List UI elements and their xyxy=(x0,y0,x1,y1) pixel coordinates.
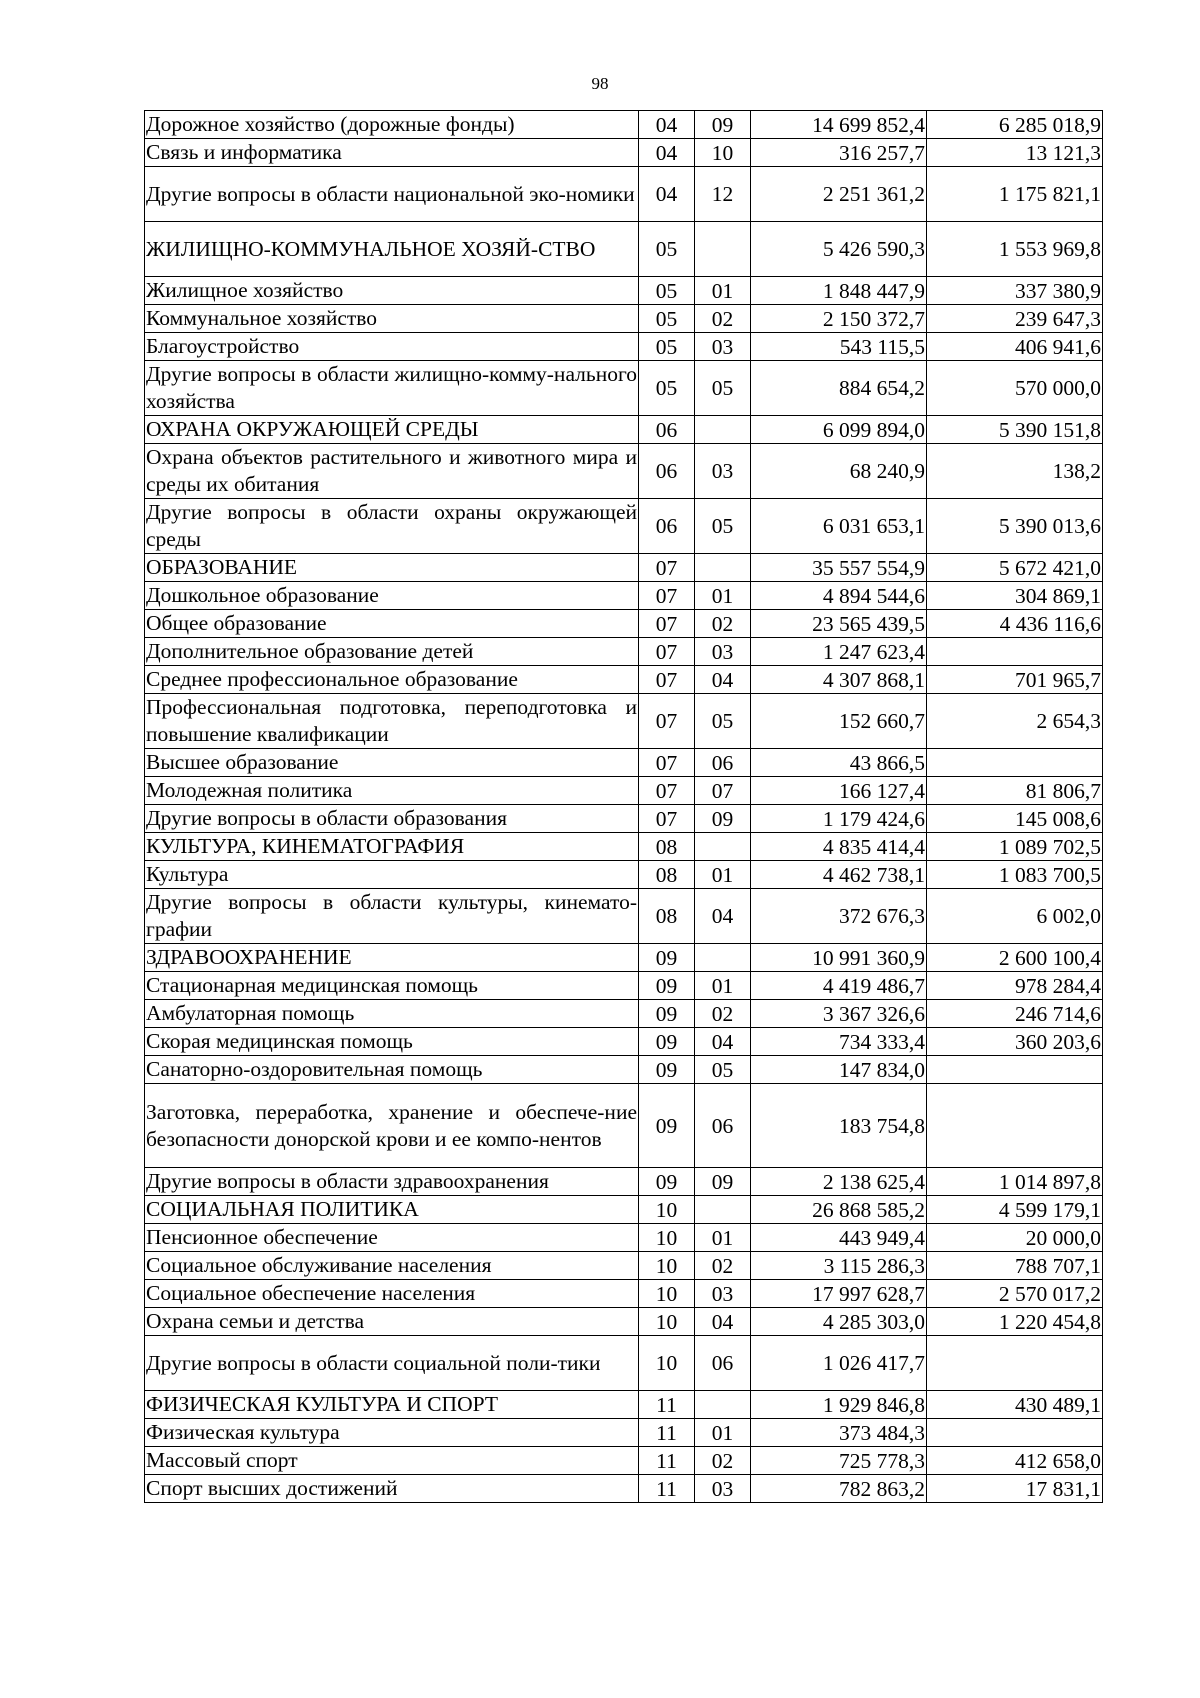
subsection-code-cell: 02 xyxy=(695,1252,751,1280)
amount-secondary-cell: 239 647,3 xyxy=(927,305,1103,333)
table-row xyxy=(145,333,1103,361)
amount-secondary-cell: 978 284,4 xyxy=(927,972,1103,1000)
expense-name-cell: Другие вопросы в области охраны окружающей среды xyxy=(145,499,639,554)
table-row xyxy=(145,1028,1103,1056)
expense-name-cell: Другие вопросы в области здравоохранения xyxy=(145,1168,639,1196)
subsection-code-cell: 04 xyxy=(695,1028,751,1056)
amount-secondary-cell: 5 672 421,0 xyxy=(927,554,1103,582)
subsection-code-cell xyxy=(695,222,751,277)
subsection-code-cell: 01 xyxy=(695,861,751,889)
amount-total-cell: 26 868 585,2 xyxy=(751,1196,927,1224)
expense-name-cell: Высшее образование xyxy=(145,749,639,777)
subsection-code-cell: 06 xyxy=(695,1336,751,1391)
section-code-cell: 09 xyxy=(639,1000,695,1028)
expense-name-cell: Социальное обслуживание населения xyxy=(145,1252,639,1280)
amount-total-cell: 1 247 623,4 xyxy=(751,638,927,666)
subsection-code-cell xyxy=(695,833,751,861)
amount-total-cell: 734 333,4 xyxy=(751,1028,927,1056)
amount-secondary-cell: 138,2 xyxy=(927,444,1103,499)
amount-secondary-cell: 570 000,0 xyxy=(927,361,1103,416)
expense-name-cell: Связь и информатика xyxy=(145,139,639,167)
section-code-cell: 10 xyxy=(639,1308,695,1336)
amount-total-cell: 4 462 738,1 xyxy=(751,861,927,889)
section-code-cell: 09 xyxy=(639,1056,695,1084)
amount-secondary-cell xyxy=(927,1336,1103,1391)
amount-secondary-cell: 20 000,0 xyxy=(927,1224,1103,1252)
subsection-code-cell: 04 xyxy=(695,666,751,694)
amount-total-cell: 4 285 303,0 xyxy=(751,1308,927,1336)
section-code-cell: 07 xyxy=(639,638,695,666)
section-code-cell: 05 xyxy=(639,333,695,361)
subsection-code-cell: 02 xyxy=(695,1447,751,1475)
amount-secondary-cell: 430 489,1 xyxy=(927,1391,1103,1419)
section-code-cell: 09 xyxy=(639,972,695,1000)
expense-name-cell: Массовый спорт xyxy=(145,1447,639,1475)
expense-name-cell: Другие вопросы в области национальной эко-номики xyxy=(145,167,639,222)
subsection-code-cell: 07 xyxy=(695,777,751,805)
section-code-cell: 07 xyxy=(639,694,695,749)
subsection-code-cell: 01 xyxy=(695,1224,751,1252)
section-code-cell: 07 xyxy=(639,582,695,610)
section-code-cell: 04 xyxy=(639,111,695,139)
budget-table-body xyxy=(145,111,1103,1503)
table-row xyxy=(145,1280,1103,1308)
expense-name-cell: Охрана семьи и детства xyxy=(145,1308,639,1336)
section-code-cell: 09 xyxy=(639,1168,695,1196)
section-code-cell: 10 xyxy=(639,1336,695,1391)
table-row xyxy=(145,861,1103,889)
table-row xyxy=(145,1475,1103,1503)
section-code-cell: 06 xyxy=(639,416,695,444)
section-code-cell: 05 xyxy=(639,277,695,305)
amount-total-cell: 1 848 447,9 xyxy=(751,277,927,305)
section-code-cell: 07 xyxy=(639,777,695,805)
amount-total-cell: 6 099 894,0 xyxy=(751,416,927,444)
section-code-cell: 05 xyxy=(639,222,695,277)
amount-secondary-cell: 2 570 017,2 xyxy=(927,1280,1103,1308)
amount-total-cell: 1 929 846,8 xyxy=(751,1391,927,1419)
amount-total-cell: 3 115 286,3 xyxy=(751,1252,927,1280)
amount-total-cell: 725 778,3 xyxy=(751,1447,927,1475)
subsection-code-cell: 05 xyxy=(695,361,751,416)
expense-name-cell: Коммунальное хозяйство xyxy=(145,305,639,333)
amount-total-cell: 4 835 414,4 xyxy=(751,833,927,861)
amount-secondary-cell: 1 175 821,1 xyxy=(927,167,1103,222)
table-row xyxy=(145,1224,1103,1252)
amount-secondary-cell: 337 380,9 xyxy=(927,277,1103,305)
table-row xyxy=(145,889,1103,944)
amount-secondary-cell xyxy=(927,749,1103,777)
table-row xyxy=(145,666,1103,694)
section-code-cell: 11 xyxy=(639,1419,695,1447)
table-row xyxy=(145,1000,1103,1028)
section-code-cell: 08 xyxy=(639,833,695,861)
section-code-cell: 10 xyxy=(639,1280,695,1308)
amount-secondary-cell xyxy=(927,1056,1103,1084)
amount-secondary-cell: 13 121,3 xyxy=(927,139,1103,167)
amount-total-cell: 2 138 625,4 xyxy=(751,1168,927,1196)
amount-total-cell: 782 863,2 xyxy=(751,1475,927,1503)
subsection-code-cell: 03 xyxy=(695,1280,751,1308)
amount-secondary-cell xyxy=(927,1419,1103,1447)
expense-name-cell: Благоустройство xyxy=(145,333,639,361)
subsection-code-cell: 12 xyxy=(695,167,751,222)
expense-name-cell: ЗДРАВООХРАНЕНИЕ xyxy=(145,944,639,972)
amount-secondary-cell: 412 658,0 xyxy=(927,1447,1103,1475)
expense-name-cell: Культура xyxy=(145,861,639,889)
subsection-code-cell: 01 xyxy=(695,277,751,305)
subsection-code-cell xyxy=(695,1196,751,1224)
section-code-cell: 08 xyxy=(639,861,695,889)
expense-name-cell: Молодежная политика xyxy=(145,777,639,805)
amount-total-cell: 373 484,3 xyxy=(751,1419,927,1447)
table-row xyxy=(145,1419,1103,1447)
amount-total-cell: 372 676,3 xyxy=(751,889,927,944)
amount-secondary-cell: 2 654,3 xyxy=(927,694,1103,749)
amount-secondary-cell: 4 436 116,6 xyxy=(927,610,1103,638)
section-code-cell: 10 xyxy=(639,1196,695,1224)
amount-total-cell: 2 251 361,2 xyxy=(751,167,927,222)
table-row xyxy=(145,499,1103,554)
section-code-cell: 07 xyxy=(639,666,695,694)
table-row xyxy=(145,1168,1103,1196)
amount-total-cell: 17 997 628,7 xyxy=(751,1280,927,1308)
expense-name-cell: Среднее профессиональное образование xyxy=(145,666,639,694)
section-code-cell: 09 xyxy=(639,944,695,972)
expense-name-cell: Спорт высших достижений xyxy=(145,1475,639,1503)
subsection-code-cell: 05 xyxy=(695,694,751,749)
amount-total-cell: 3 367 326,6 xyxy=(751,1000,927,1028)
expense-name-cell: Жилищное хозяйство xyxy=(145,277,639,305)
amount-secondary-cell: 2 600 100,4 xyxy=(927,944,1103,972)
subsection-code-cell: 02 xyxy=(695,610,751,638)
amount-total-cell: 316 257,7 xyxy=(751,139,927,167)
table-row xyxy=(145,777,1103,805)
section-code-cell: 07 xyxy=(639,554,695,582)
table-row xyxy=(145,1391,1103,1419)
table-row xyxy=(145,1447,1103,1475)
amount-secondary-cell: 1 083 700,5 xyxy=(927,861,1103,889)
table-row xyxy=(145,111,1103,139)
expense-name-cell: ОБРАЗОВАНИЕ xyxy=(145,554,639,582)
expense-name-cell: Амбулаторная помощь xyxy=(145,1000,639,1028)
table-row xyxy=(145,416,1103,444)
table-row xyxy=(145,1196,1103,1224)
subsection-code-cell: 03 xyxy=(695,638,751,666)
section-code-cell: 08 xyxy=(639,889,695,944)
amount-secondary-cell: 5 390 151,8 xyxy=(927,416,1103,444)
amount-total-cell: 152 660,7 xyxy=(751,694,927,749)
section-code-cell: 11 xyxy=(639,1475,695,1503)
expense-name-cell: ОХРАНА ОКРУЖАЮЩЕЙ СРЕДЫ xyxy=(145,416,639,444)
amount-secondary-cell: 304 869,1 xyxy=(927,582,1103,610)
subsection-code-cell xyxy=(695,944,751,972)
amount-secondary-cell xyxy=(927,638,1103,666)
table-row xyxy=(145,554,1103,582)
amount-secondary-cell: 1 014 897,8 xyxy=(927,1168,1103,1196)
table-row xyxy=(145,694,1103,749)
subsection-code-cell: 02 xyxy=(695,1000,751,1028)
expense-name-cell: Другие вопросы в области образования xyxy=(145,805,639,833)
amount-secondary-cell: 6 002,0 xyxy=(927,889,1103,944)
table-row xyxy=(145,277,1103,305)
amount-secondary-cell: 406 941,6 xyxy=(927,333,1103,361)
expense-name-cell: КУЛЬТУРА, КИНЕМАТОГРАФИЯ xyxy=(145,833,639,861)
expense-name-cell: Другие вопросы в области культуры, кинемато-графии xyxy=(145,889,639,944)
amount-total-cell: 1 026 417,7 xyxy=(751,1336,927,1391)
expense-name-cell: Скорая медицинская помощь xyxy=(145,1028,639,1056)
section-code-cell: 11 xyxy=(639,1391,695,1419)
subsection-code-cell: 04 xyxy=(695,889,751,944)
section-code-cell: 07 xyxy=(639,805,695,833)
amount-secondary-cell: 701 965,7 xyxy=(927,666,1103,694)
table-row xyxy=(145,1252,1103,1280)
amount-secondary-cell: 788 707,1 xyxy=(927,1252,1103,1280)
expense-name-cell: Дополнительное образование детей xyxy=(145,638,639,666)
amount-total-cell: 2 150 372,7 xyxy=(751,305,927,333)
subsection-code-cell: 03 xyxy=(695,1475,751,1503)
expense-name-cell: Охрана объектов растительного и животного мира и среды их обитания xyxy=(145,444,639,499)
table-row xyxy=(145,305,1103,333)
section-code-cell: 07 xyxy=(639,610,695,638)
subsection-code-cell: 03 xyxy=(695,333,751,361)
amount-total-cell: 43 866,5 xyxy=(751,749,927,777)
subsection-code-cell: 03 xyxy=(695,444,751,499)
subsection-code-cell: 01 xyxy=(695,1419,751,1447)
amount-total-cell: 183 754,8 xyxy=(751,1084,927,1168)
subsection-code-cell: 04 xyxy=(695,1308,751,1336)
amount-total-cell: 543 115,5 xyxy=(751,333,927,361)
section-code-cell: 09 xyxy=(639,1028,695,1056)
expense-name-cell: ФИЗИЧЕСКАЯ КУЛЬТУРА И СПОРТ xyxy=(145,1391,639,1419)
section-code-cell: 11 xyxy=(639,1447,695,1475)
amount-secondary-cell: 1 220 454,8 xyxy=(927,1308,1103,1336)
subsection-code-cell: 10 xyxy=(695,139,751,167)
table-row xyxy=(145,1084,1103,1168)
expense-name-cell: Другие вопросы в области жилищно-комму-нального хозяйства xyxy=(145,361,639,416)
subsection-code-cell: 06 xyxy=(695,749,751,777)
subsection-code-cell xyxy=(695,416,751,444)
table-row xyxy=(145,1336,1103,1391)
amount-secondary-cell: 5 390 013,6 xyxy=(927,499,1103,554)
expense-name-cell: Заготовка, переработка, хранение и обеспече-ние безопасности донорской крови и ее компо-нентов xyxy=(145,1084,639,1168)
subsection-code-cell: 01 xyxy=(695,972,751,1000)
table-row xyxy=(145,139,1103,167)
table-row xyxy=(145,444,1103,499)
amount-secondary-cell xyxy=(927,1084,1103,1168)
expense-name-cell: Другие вопросы в области социальной поли-тики xyxy=(145,1336,639,1391)
expense-name-cell: Социальное обеспечение населения xyxy=(145,1280,639,1308)
section-code-cell: 05 xyxy=(639,361,695,416)
subsection-code-cell: 05 xyxy=(695,499,751,554)
amount-total-cell: 10 991 360,9 xyxy=(751,944,927,972)
section-code-cell: 06 xyxy=(639,499,695,554)
subsection-code-cell: 09 xyxy=(695,805,751,833)
subsection-code-cell: 05 xyxy=(695,1056,751,1084)
subsection-code-cell: 02 xyxy=(695,305,751,333)
expense-name-cell: Санаторно-оздоровительная помощь xyxy=(145,1056,639,1084)
amount-total-cell: 14 699 852,4 xyxy=(751,111,927,139)
amount-total-cell: 5 426 590,3 xyxy=(751,222,927,277)
amount-total-cell: 35 557 554,9 xyxy=(751,554,927,582)
subsection-code-cell xyxy=(695,1391,751,1419)
table-row xyxy=(145,167,1103,222)
table-row xyxy=(145,582,1103,610)
subsection-code-cell: 01 xyxy=(695,582,751,610)
amount-total-cell: 1 179 424,6 xyxy=(751,805,927,833)
table-row xyxy=(145,805,1103,833)
section-code-cell: 07 xyxy=(639,749,695,777)
amount-total-cell: 23 565 439,5 xyxy=(751,610,927,638)
amount-secondary-cell: 145 008,6 xyxy=(927,805,1103,833)
page-number: 98 xyxy=(591,74,609,93)
amount-total-cell: 147 834,0 xyxy=(751,1056,927,1084)
amount-secondary-cell: 81 806,7 xyxy=(927,777,1103,805)
expense-name-cell: Пенсионное обеспечение xyxy=(145,1224,639,1252)
subsection-code-cell: 06 xyxy=(695,1084,751,1168)
section-code-cell: 10 xyxy=(639,1224,695,1252)
expense-name-cell: Общее образование xyxy=(145,610,639,638)
expense-name-cell: Дорожное хозяйство (дорожные фонды) xyxy=(145,111,639,139)
expense-name-cell: СОЦИАЛЬНАЯ ПОЛИТИКА xyxy=(145,1196,639,1224)
amount-total-cell: 443 949,4 xyxy=(751,1224,927,1252)
amount-total-cell: 6 031 653,1 xyxy=(751,499,927,554)
amount-secondary-cell: 246 714,6 xyxy=(927,1000,1103,1028)
budget-table xyxy=(144,110,1103,1503)
amount-secondary-cell: 1 553 969,8 xyxy=(927,222,1103,277)
expense-name-cell: Дошкольное образование xyxy=(145,582,639,610)
amount-total-cell: 4 419 486,7 xyxy=(751,972,927,1000)
amount-total-cell: 68 240,9 xyxy=(751,444,927,499)
amount-secondary-cell: 6 285 018,9 xyxy=(927,111,1103,139)
table-row xyxy=(145,638,1103,666)
amount-secondary-cell: 360 203,6 xyxy=(927,1028,1103,1056)
amount-total-cell: 884 654,2 xyxy=(751,361,927,416)
amount-total-cell: 4 894 544,6 xyxy=(751,582,927,610)
expense-name-cell: Профессиональная подготовка, переподготовка и повышение квалификации xyxy=(145,694,639,749)
table-row xyxy=(145,1056,1103,1084)
amount-secondary-cell: 4 599 179,1 xyxy=(927,1196,1103,1224)
expense-name-cell: ЖИЛИЩНО-КОММУНАЛЬНОЕ ХОЗЯЙ-СТВО xyxy=(145,222,639,277)
section-code-cell: 06 xyxy=(639,444,695,499)
table-row xyxy=(145,361,1103,416)
amount-secondary-cell: 17 831,1 xyxy=(927,1475,1103,1503)
section-code-cell: 04 xyxy=(639,139,695,167)
expense-name-cell: Стационарная медицинская помощь xyxy=(145,972,639,1000)
table-row xyxy=(145,972,1103,1000)
section-code-cell: 04 xyxy=(639,167,695,222)
table-row xyxy=(145,833,1103,861)
table-row xyxy=(145,749,1103,777)
table-row xyxy=(145,610,1103,638)
subsection-code-cell: 09 xyxy=(695,111,751,139)
amount-total-cell: 4 307 868,1 xyxy=(751,666,927,694)
subsection-code-cell: 09 xyxy=(695,1168,751,1196)
section-code-cell: 10 xyxy=(639,1252,695,1280)
amount-total-cell: 166 127,4 xyxy=(751,777,927,805)
table-row xyxy=(145,222,1103,277)
section-code-cell: 09 xyxy=(639,1084,695,1168)
amount-secondary-cell: 1 089 702,5 xyxy=(927,833,1103,861)
expense-name-cell: Физическая культура xyxy=(145,1419,639,1447)
table-row xyxy=(145,944,1103,972)
section-code-cell: 05 xyxy=(639,305,695,333)
subsection-code-cell xyxy=(695,554,751,582)
table-row xyxy=(145,1308,1103,1336)
